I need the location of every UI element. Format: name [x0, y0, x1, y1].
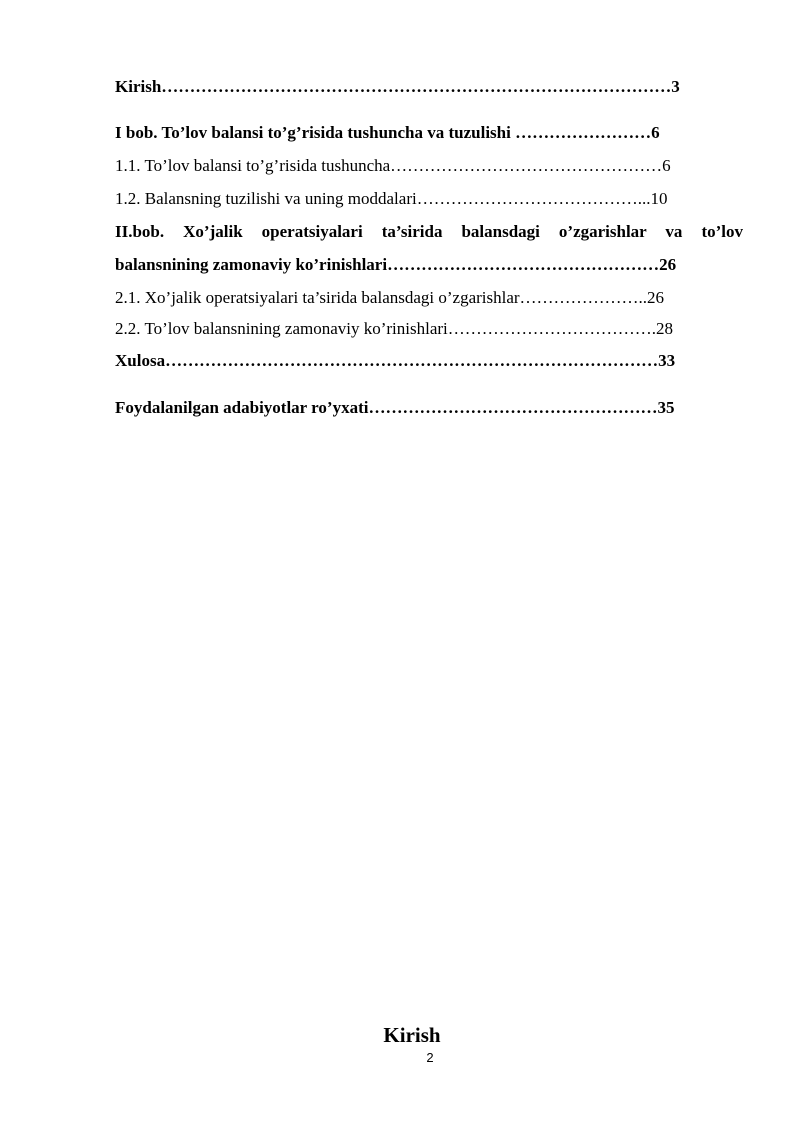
toc-entry-section-1-2: 1.2. Balansning tuzilishi va uning moddalari…………………………………...10	[115, 189, 668, 208]
toc-entry-kirish: Kirish………………………………………………………………………………3	[115, 77, 680, 96]
toc-entry-section-2-2: 2.2. To’lov balansnining zamonaviy ko’rinishlari……………………………….28	[115, 319, 674, 338]
toc-entry-xulosa: Xulosa……………………………………………………………………………33	[115, 351, 676, 370]
page-number: 2	[426, 1050, 434, 1065]
toc-entry-section-1-1: 1.1. To’lov balansi to’g’risida tushuncha…………………………………………6	[115, 156, 671, 175]
toc-entry-section-2-1: 2.1. Xo’jalik operatsiyalari ta’sirida balansdagi o’zgarishlar…………………..26	[115, 288, 665, 307]
toc-entry-bibliography: Foydalanilgan adabiyotlar ro’yxati……………………………………………35	[115, 398, 675, 417]
toc-entry-chapter-2-line-1: II.bob. Xo’jalik operatsiyalari ta’sirida balansdagi o’zgarishlar va to’lov	[115, 222, 743, 241]
toc-entry-chapter-1: I bob. To’lov balansi to’g’risida tushuncha va tuzulishi ……………………6	[115, 123, 660, 142]
next-section-heading: Kirish	[383, 1023, 441, 1047]
toc-entry-chapter-2-line-2: balansnining zamonaviy ko’rinishlari…………………………………………26	[115, 255, 677, 274]
